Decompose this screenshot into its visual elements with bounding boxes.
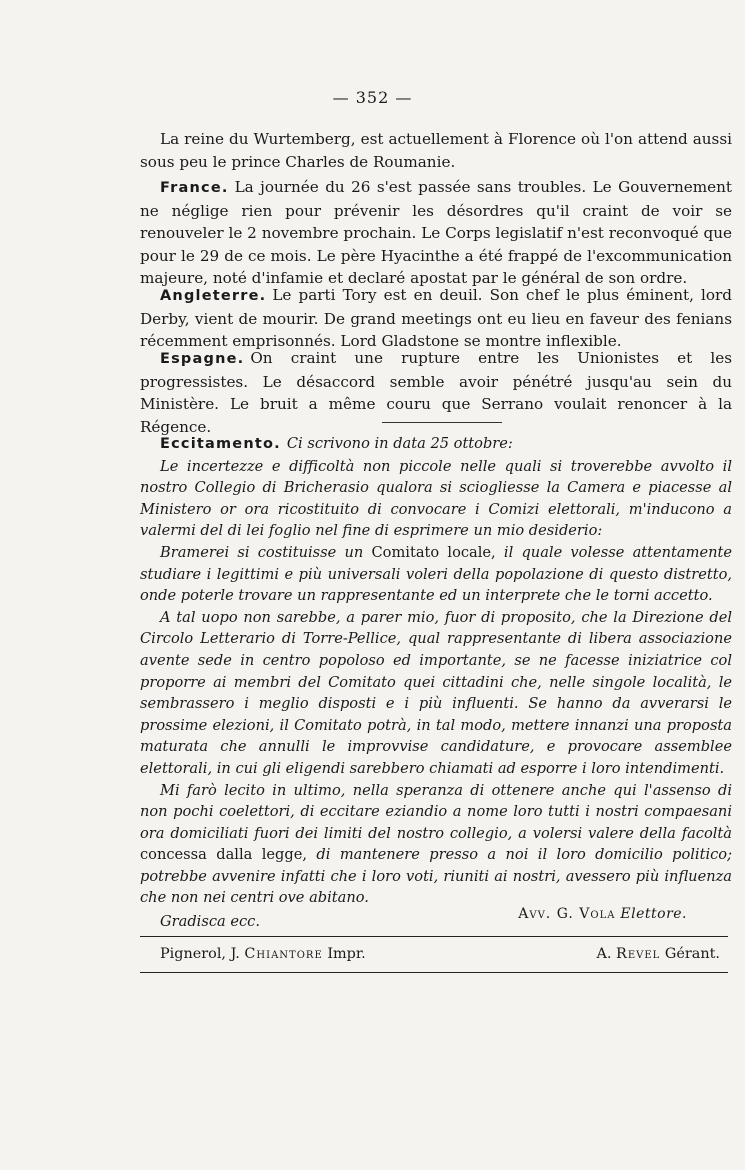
signature-role: Elettore. — [615, 906, 687, 922]
gerant-suffix: Gérant. — [660, 946, 720, 962]
angleterre-section — [140, 284, 732, 353]
imprint-footer — [160, 946, 720, 962]
paragraph-wurtemberg: La reine du Wurtemberg, est actuellement à Florence où l'on attend aussi sous peu le prince Charles de Roumanie. — [140, 130, 732, 171]
signature-name: Vola — [579, 906, 616, 922]
printer-name: Chiantore — [244, 946, 323, 962]
printer-prefix: Pignerol, J. — [160, 946, 245, 962]
heading-eccitamento: Eccitamento. — [160, 436, 281, 452]
footer-top-rule — [140, 936, 728, 937]
heading-angleterre: Angleterre. — [160, 288, 267, 304]
printer-suffix: Impr. — [322, 946, 366, 962]
text-angleterre: Le parti Tory est en deuil. Son chef le plus éminent, lord Derby, vient de mourir. De grand meetings ont eu lieu en faveur des fenians récemment emprisonnés. Lord Gladstone se montre inflexible. — [140, 286, 732, 350]
text-france: La journée du 26 s'est passée sans troubles. Le Gouvernement ne néglige rien pour prévenir les désordres qu'il craint de voir se renouveler le 2 novembre prochain. Le Corps legislatif n'est reconvoqué que pour le 29 de ce mois. Le père Hyacinthe a été frappé de l'excommunication majeure, noté d'infamie et declaré apostat par le général de son ordre. — [140, 178, 732, 287]
text-mi-faro-b: concessa dalla legge, — [140, 846, 307, 864]
page-number: — 352 — — [332, 88, 413, 107]
heading-espagne: Espagne. — [160, 351, 245, 367]
signature-prefix: Avv. G. — [518, 906, 580, 922]
french-news-section — [140, 128, 732, 173]
gerant-credit — [596, 946, 720, 962]
heading-france: France. — [160, 180, 229, 196]
text-eccitamento-intro: Ci scrivono in data 25 ottobre: — [286, 435, 513, 452]
paragraph-tal-uopo: A tal uopo non sarebbe, a parer mio, fuor di proposito, che la Direzione del Circolo Letterario di Torre-Pellice, qual rappresentante di libera associazione avente sede in centro popoloso ed importante, se ne facesse iniziatrice col proporre ai membri del Comitato quei cittadini che, nelle singole località, le sembrassero i meglio disposti e i più influenti. Se hanno da avverarsi le prossime elezioni, il Comitato potrà, in tal modo, mettere innanzi una proposta maturata che annulli le improvvise candidature, e provocare assemblee elettorali, in cui gli eligendi sarebbero chiamati ad esporre i loro intendimenti. — [140, 608, 732, 777]
paragraph-france — [140, 176, 732, 290]
footer-bottom-rule — [140, 972, 728, 973]
france-section — [140, 176, 732, 290]
paragraph-espagne — [140, 347, 732, 438]
section-separator — [382, 422, 502, 423]
paragraph-eccitamento-intro — [140, 433, 732, 456]
text-espagne: On craint une rupture entre les Unionistes et les progressistes. Le désaccord semble avoir pénétré jusqu'au sein du Ministère. Le bruit a même couru que Serrano voulait renoncer à la Régence. — [140, 349, 732, 436]
paragraph-incertezze: Le incertezze e difficoltà non piccole nelle quali si troverebbe avvolto il nostro Collegio di Bricherasio qualora si sciogliesse la Camera e piacesse al Ministero or ora ricostituito di convocare i Comizi elettorali, m'inducono a valermi del di lei foglio nel fine di esprimere un mio desiderio: — [140, 457, 732, 540]
text-mi-faro-c: di mantenere presso a noi il loro domicilio politico; potrebbe avvenire infatti che i loro voti, riuniti ai nostri, avessero più influenza che non nei centri ove abitano. — [140, 846, 733, 907]
text-mi-faro-a: Mi farò lecito in ultimo, nella speranza di ottenere anche qui l'assenso di non pochi coelettori, di eccitare eziandio a nome loro tutti i nostri compaesani ora domiciliati fuori dei limiti del nostro collegio, a volersi valere della facoltà — [140, 781, 732, 842]
text-bramerei-b: Comitato locale, — [371, 543, 496, 561]
printer-credit — [160, 946, 366, 962]
gerant-prefix: A. — [596, 946, 617, 962]
gerant-name: Revel — [616, 946, 661, 962]
text-bramerei-c: il quale volesse attentamente studiare i legittimi e più universali voleri della popolazione di questo distretto, onde poterle trovare un rappresentante ed un interprete che le torni accetto. — [140, 543, 732, 605]
paragraph-bramerei — [140, 542, 732, 607]
espagne-section — [140, 347, 732, 438]
eccitamento-section — [140, 433, 732, 933]
paragraph-mi-faro — [140, 780, 732, 910]
text-bramerei-a: Bramerei si costituisse un — [160, 543, 364, 561]
signature — [518, 906, 687, 922]
place-line: Gradisca ecc. — [160, 913, 260, 931]
paragraph-angleterre — [140, 284, 732, 353]
